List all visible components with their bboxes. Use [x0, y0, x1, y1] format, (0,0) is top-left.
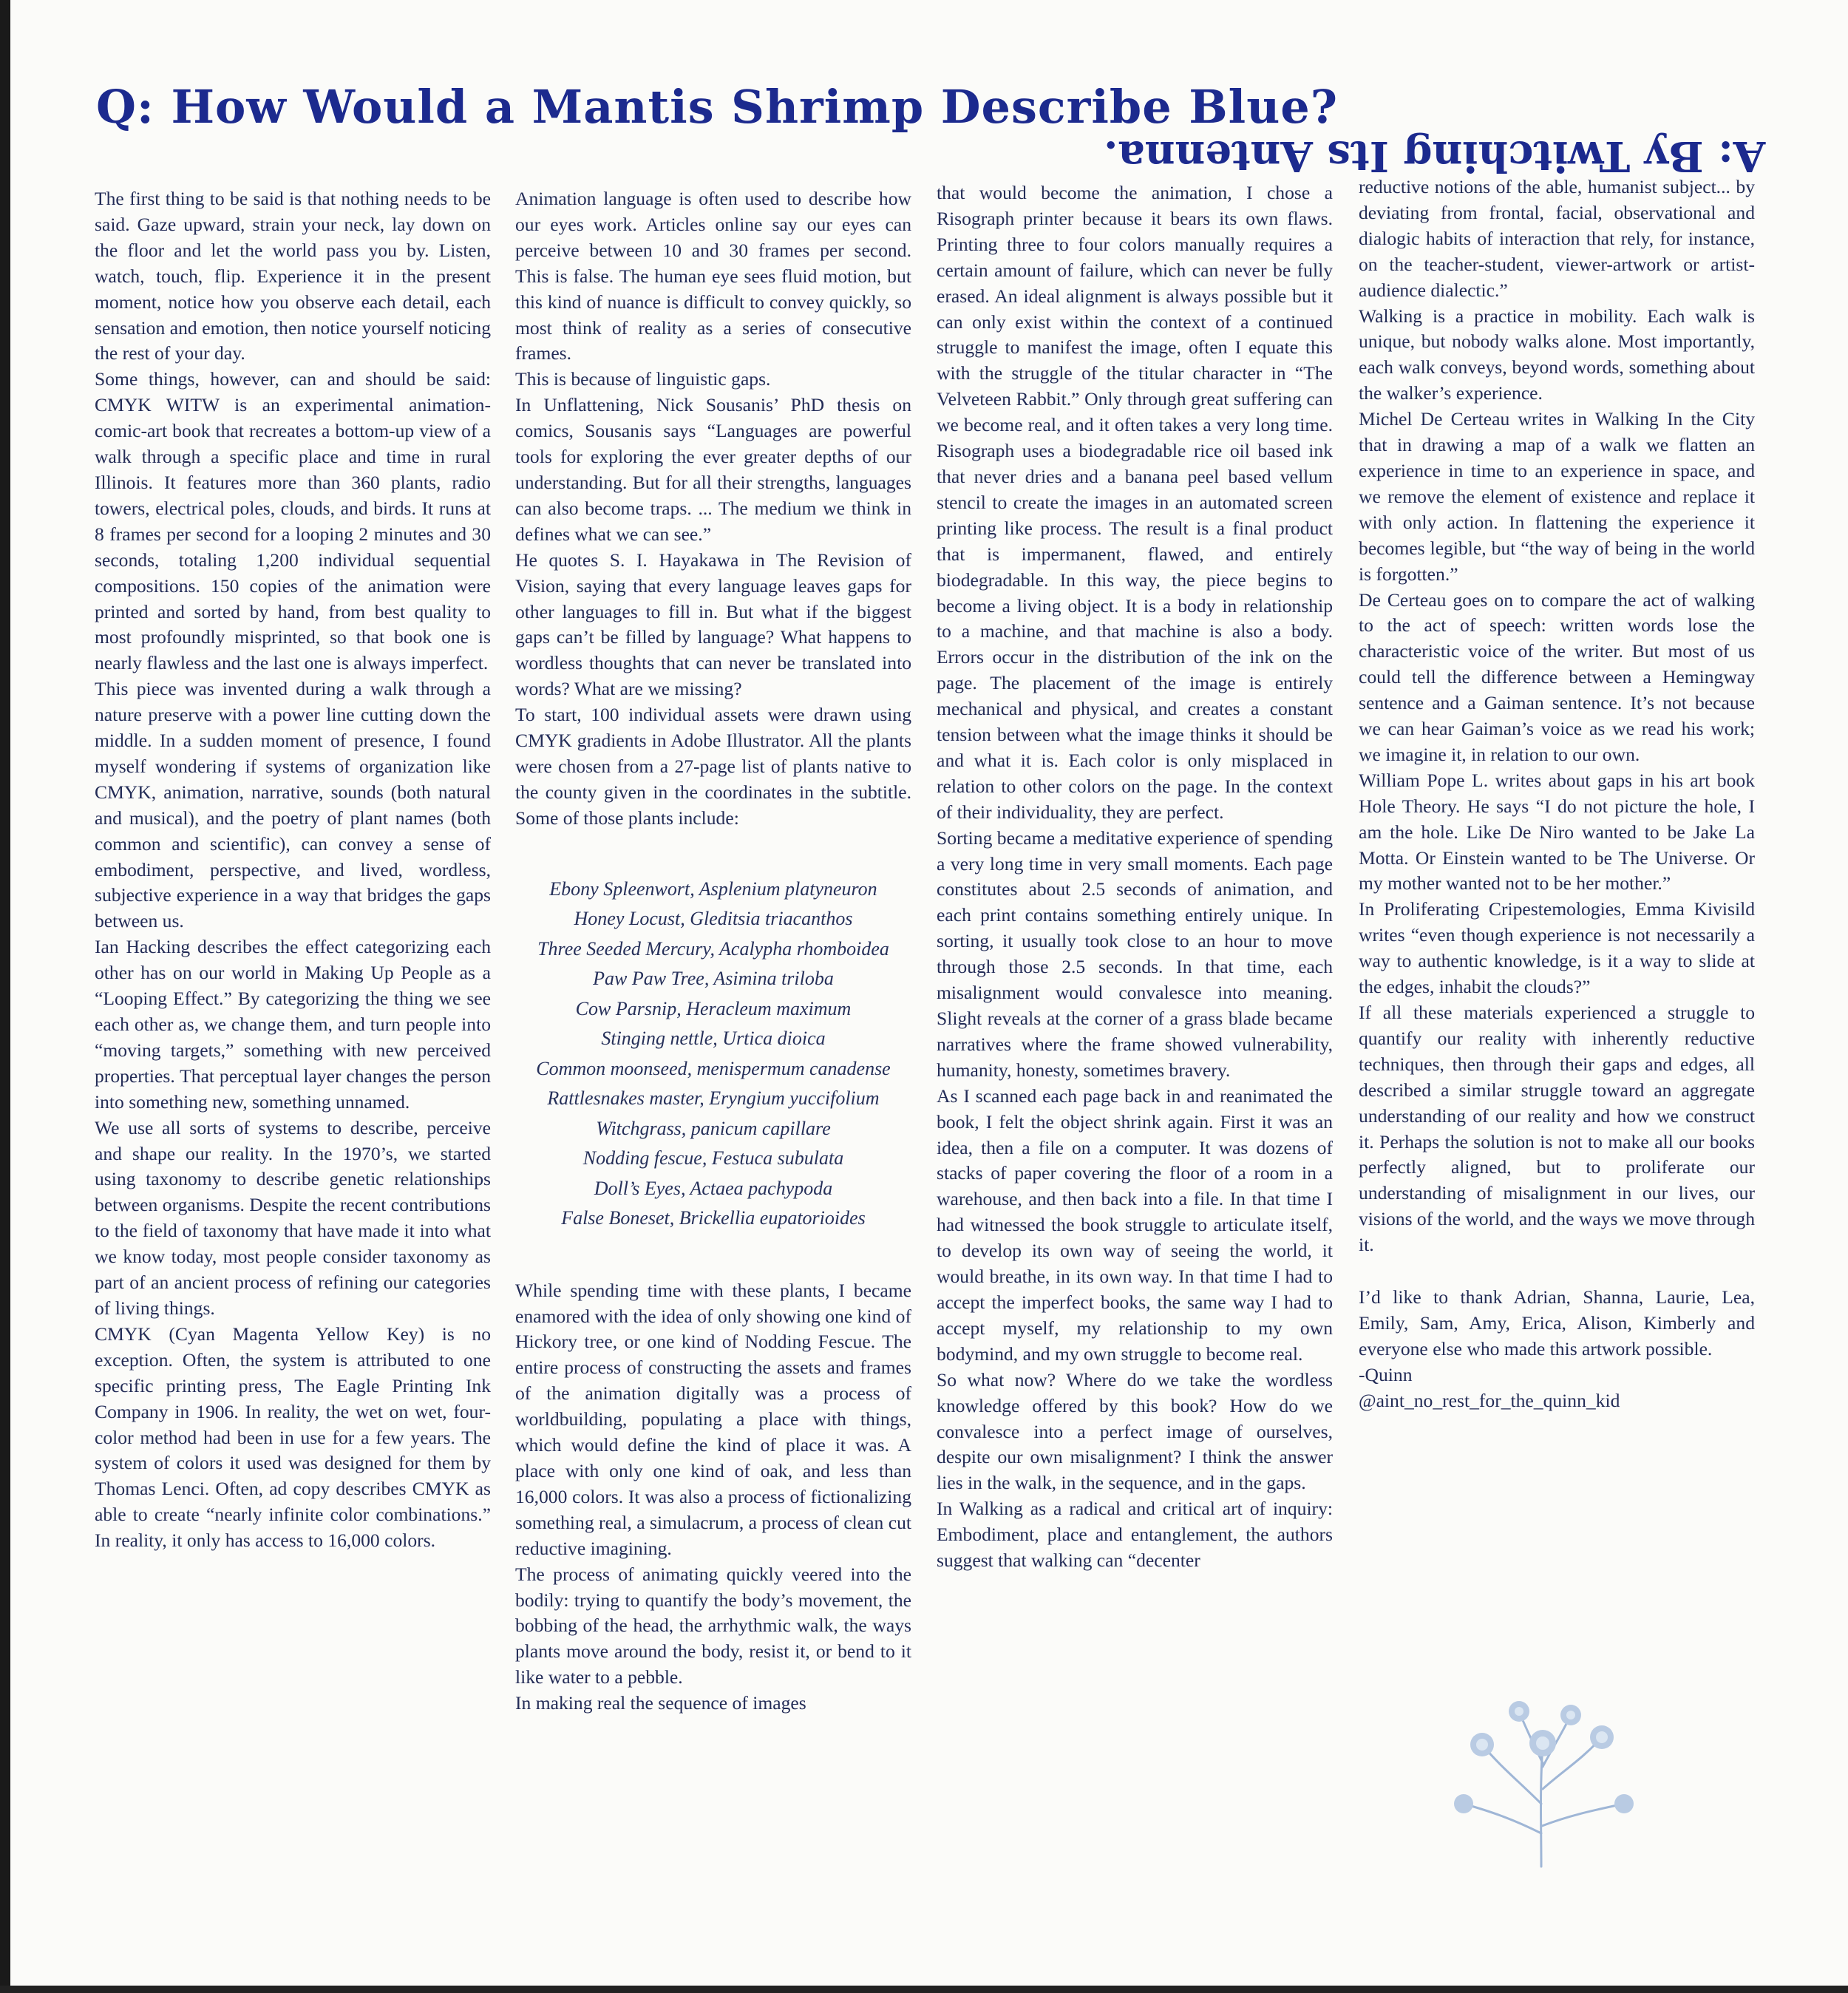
paragraph: The first thing to be said is that nothing needs to be said. Gaze upward, strain your neck, lay down on the floor and let the world pass you by. Listen, watch, touch, flip. Experience it in the present moment, notice how you observe each detail, each sensation and emotion, then notice yourself noticing the rest of your day.: [95, 188, 491, 364]
plant-illustration: [1430, 1693, 1652, 1870]
paragraph: that would become the animation, I chose a Risograph printer because it bears its own flaws. Printing three to four colors manually requires a certain amount of failure, which can never be fully erased. An ideal alignment is always possible but it can only exist within the context of a continued struggle to manifest the image, often I equate this with the struggle of the titular character in “The Velveteen Rabbit.” Only through great suffering can we become real, and it often takes a very long time. Risograph uses a biodegradable rice oil based ink that never dries and a banana peel based vellum stencil to create the images in an automated screen printing like process. The result is a final product that is impermanent, flawed, and entirely biodegradable. In this way, the piece begins to become a living object. It is a body in relationship to a machine, and that machine is also a body. Errors occur in the distribution of the ink on the page. The placement of the image is entirely mechanical and physical, and creates a constant tension between what the image thinks it should be and what it is. Each color is only misplaced in relation to other colors on the page. In the context of their individuality, they are perfect.: [937, 182, 1333, 823]
column-1: [95, 186, 491, 1872]
scan-edge-left: [0, 0, 10, 1993]
question-heading: Q: How Would a Mantis Shrimp Describe Blue?: [96, 80, 1339, 134]
paragraph: He quotes S. I. Hayakawa in The Revision of Vision, saying that every language leaves gaps for other languages to fill in. But what if the biggest gaps can’t be filled by language? What happens to wordless thoughts that can never be translated into words? What are we missing?: [515, 549, 911, 700]
paragraph: William Pope L. writes about gaps in his art book Hole Theory. He says “I do not picture the hole, I am the hole. Like De Niro wanted to be Jake La Motta. Or Einstein wanted to be The Universe. Or my mother wanted not to be her mother.”: [1359, 769, 1755, 894]
paragraph: In making real the sequence of images: [515, 1692, 806, 1714]
paragraph: Walking is a practice in mobility. Each walk is unique, but nobody walks alone. Most importantly, each walk conveys, beyond words, something about the walker’s experience.: [1359, 305, 1755, 404]
plant-item: Witchgrass, panicum capillare: [596, 1117, 831, 1139]
scan-edge-bottom: [0, 1986, 1848, 1993]
answer-heading-upside-down: A: By Twitching Its Antenna.: [1103, 132, 1765, 180]
paragraph: reductive notions of the able, humanist subject... by deviating from frontal, facial, observational and dialogic habits of interaction that rely, for instance, on the teacher-student, viewer-artwork or artist-audience dialectic.”: [1359, 176, 1755, 301]
paragraph: Sorting became a meditative experience of spending a very long time in very small moments. Each page constitutes about 2.5 seconds of animation, and each print contains something entirely unique. In sorting, it usually took close to an hour to move through those 2.5 seconds. In that time, each misalignment would convalesce into meaning. Slight reveals at the corner of a grass blade became narratives where the frame showed vulnerability, humanity, honesty, sometimes bravery.: [937, 826, 1333, 1081]
paragraph: In Proliferating Cripestemologies, Emma Kivisild writes “even though experience is not necessarily a way to authentic knowledge, is it a way to slide at the edges, inhabit the clouds?”: [1359, 898, 1755, 998]
plant-list: [515, 875, 911, 1234]
plant-item: Doll’s Eyes, Actaea pachypoda: [594, 1177, 833, 1199]
plant-item: Ebony Spleenwort, Asplenium platyneuron: [549, 877, 877, 900]
paragraph: Animation language is often used to describe how our eyes work. Articles online say our eyes can perceive between 10 and 30 frames per second. This is false. The human eye sees fluid motion, but this kind of nuance is difficult to convey quickly, so most think of reality as a series of consecutive frames.: [515, 188, 911, 364]
paragraph: De Certeau goes on to compare the act of walking to the act of speech: written words lose the characteristic voice of the writer. But most of us could tell the difference between a Hemingway sentence and a Gaiman sentence. It’s not because we can hear Gaiman’s voice as we read his work; we imagine it, in relation to our own.: [1359, 588, 1755, 765]
plant-item: Honey Locust, Gleditsia triacanthos: [574, 908, 853, 930]
column-4: [1359, 174, 1755, 1860]
paragraph: If all these materials experienced a struggle to quantify our reality with inherently reductive techniques, then through their gaps and edges, all described a similar struggle toward an aggregate understanding of our reality and how we construct it. Perhaps the solution is not to make all our books perfectly aligned, but to proliferate our understanding of misalignment in our lives, our visions of the world, and the ways we move through it.: [1359, 1002, 1755, 1256]
signature-handle: @aint_no_rest_for_the_quinn_kid: [1359, 1389, 1620, 1411]
paragraph: While spending time with these plants, I became enamored with the idea of only showing one kind of Hickory tree, or one kind of Nodding Fescue. The entire process of constructing the assets and frames of the animation digitally was a process of worldbuilding, populating a place with things, which would define the kind of place it was. A place with only one kind of oak, and less than 16,000 colors. It was also a process of fictionalizing something real, a simulacrum, a process of clean cut reductive imagining.: [515, 1279, 911, 1559]
paragraph: In Walking as a radical and critical art of inquiry: Embodiment, place and entanglement, the authors suggest that walking can “decenter: [937, 1498, 1333, 1572]
plant-item: Rattlesnakes master, Eryngium yuccifolium: [547, 1087, 880, 1110]
paragraph: In Unflattening, Nick Sousanis’ PhD thesis on comics, Sousanis says “Languages are powerful tools for exploring the ever greater depths of our understanding. But for all their strengths, languages can also become traps. ... The medium we think in defines what we can see.”: [515, 394, 911, 545]
acknowledgements: I’d like to thank Adrian, Shanna, Laurie, Lea, Emily, Sam, Amy, Erica, Alison, Kimberly and everyone else who made this artwork possible.: [1359, 1286, 1755, 1359]
paragraph: This is because of linguistic gaps.: [515, 368, 771, 390]
column-3: [937, 180, 1333, 1866]
paragraph: Ian Hacking describes the effect categorizing each other has on our world in Making Up People as a “Looping Effect.” By categorizing the thing we see each other as, we change them, and turn people into “moving targets,” something with new perceived properties. That perceptual layer changes the person into something new, something unnamed.: [95, 936, 491, 1113]
paragraph: So what now? Where do we take the wordless knowledge offered by this book? How do we convalesce into a perfect image of ourselves, despite our own misalignment? I think the answer lies in the walk, in the sequence, and in the gaps.: [937, 1368, 1333, 1494]
plant-item: Paw Paw Tree, Asimina triloba: [593, 968, 834, 990]
plant-item: Stinging nettle, Urtica dioica: [601, 1028, 826, 1050]
paragraph: This piece was invented during a walk through a nature preserve with a power line cutting down the middle. In a sudden moment of presence, I found myself wondering if systems of organization like CMYK, animation, narrative, sounds (both natural and musical), and the poetry of plant names (both common and scientific), can convey a sense of embodiment, perspective, and lived, wordless, subjective experience in a way that bridges the gaps between us.: [95, 678, 491, 932]
paragraph: The process of animating quickly veered into the bodily: trying to quantify the body’s movement, the bobbing of the head, the arrhythmic walk, the ways plants move around the body, resist it, or bend to it like water to a pebble.: [515, 1563, 911, 1688]
plant-item: Cow Parsnip, Heracleum maximum: [575, 997, 852, 1019]
paragraph: To start, 100 individual assets were drawn using CMYK gradients in Adobe Illustrator. All the plants were chosen from a 27-page list of plants native to the county given in the coordinates in the subtitle. Some of those plants include:: [515, 704, 911, 829]
plant-item: False Boneset, Brickellia eupatorioides: [561, 1207, 866, 1229]
plant-item: Three Seeded Mercury, Acalypha rhomboidea: [537, 937, 889, 960]
paragraph: CMYK (Cyan Magenta Yellow Key) is no exception. Often, the system is attributed to one specific printing press, The Eagle Printing Ink Company in 1906. In reality, the wet on wet, four-color method had been in use for a few years. The system of colors it used was designed for them by Thomas Lenci. Often, ad copy describes CMYK as able to create “nearly infinite color combinations.” In reality, it only has access to 16,000 colors.: [95, 1323, 491, 1552]
paragraph: We use all sorts of systems to describe, perceive and shape our reality. In the 1970’s, we started using taxonomy to describe genetic relationships between organisms. Despite the recent contributions to the field of taxonomy that have made it into what we know today, most people consider taxonomy as part of an ancient process of refining our categories of living things.: [95, 1116, 491, 1319]
signature-name: -Quinn: [1359, 1363, 1413, 1385]
column-2: [515, 186, 911, 1872]
plant-item: Nodding fescue, Festuca subulata: [582, 1147, 844, 1169]
paragraph: Some things, however, can and should be said: CMYK WITW is an experimental animation-comic-art book that recreates a bottom-up view of a walk through a specific place and time in rural Illinois. It features more than 360 plants, radio towers, electrical poles, clouds, and birds. It runs at 8 frames per second for a looping 2 minutes and 30 seconds, totaling 1,200 individual sequential compositions. 150 copies of the animation were printed and sorted by hand, from best quality to most profoundly misprinted, so that book one is nearly flawless and the last one is always imperfect.: [95, 368, 491, 674]
paragraph: Michel De Certeau writes in Walking In the City that in drawing a map of a walk we flatten an experience in time to an experience in space, and we remove the element of existence and replace it with only action. In flattening the experience it becomes legible, but “the way of being in the world is forgotten.”: [1359, 408, 1755, 585]
paragraph: As I scanned each page back in and reanimated the book, I felt the object shrink again. First it was an idea, then a file on a computer. It was dozens of stacks of paper covering the floor of a room in a warehouse, and then back into a file. In that time I had witnessed the book struggle to articulate itself, to develop its own way of seeing the world, it would breathe, in its own way. In that time I had to accept the imperfect books, the same way I had to accept myself, my relationship to my own bodymind, and my own struggle to become real.: [937, 1084, 1333, 1365]
plant-item: Common moonseed, menispermum canadense: [536, 1057, 891, 1079]
